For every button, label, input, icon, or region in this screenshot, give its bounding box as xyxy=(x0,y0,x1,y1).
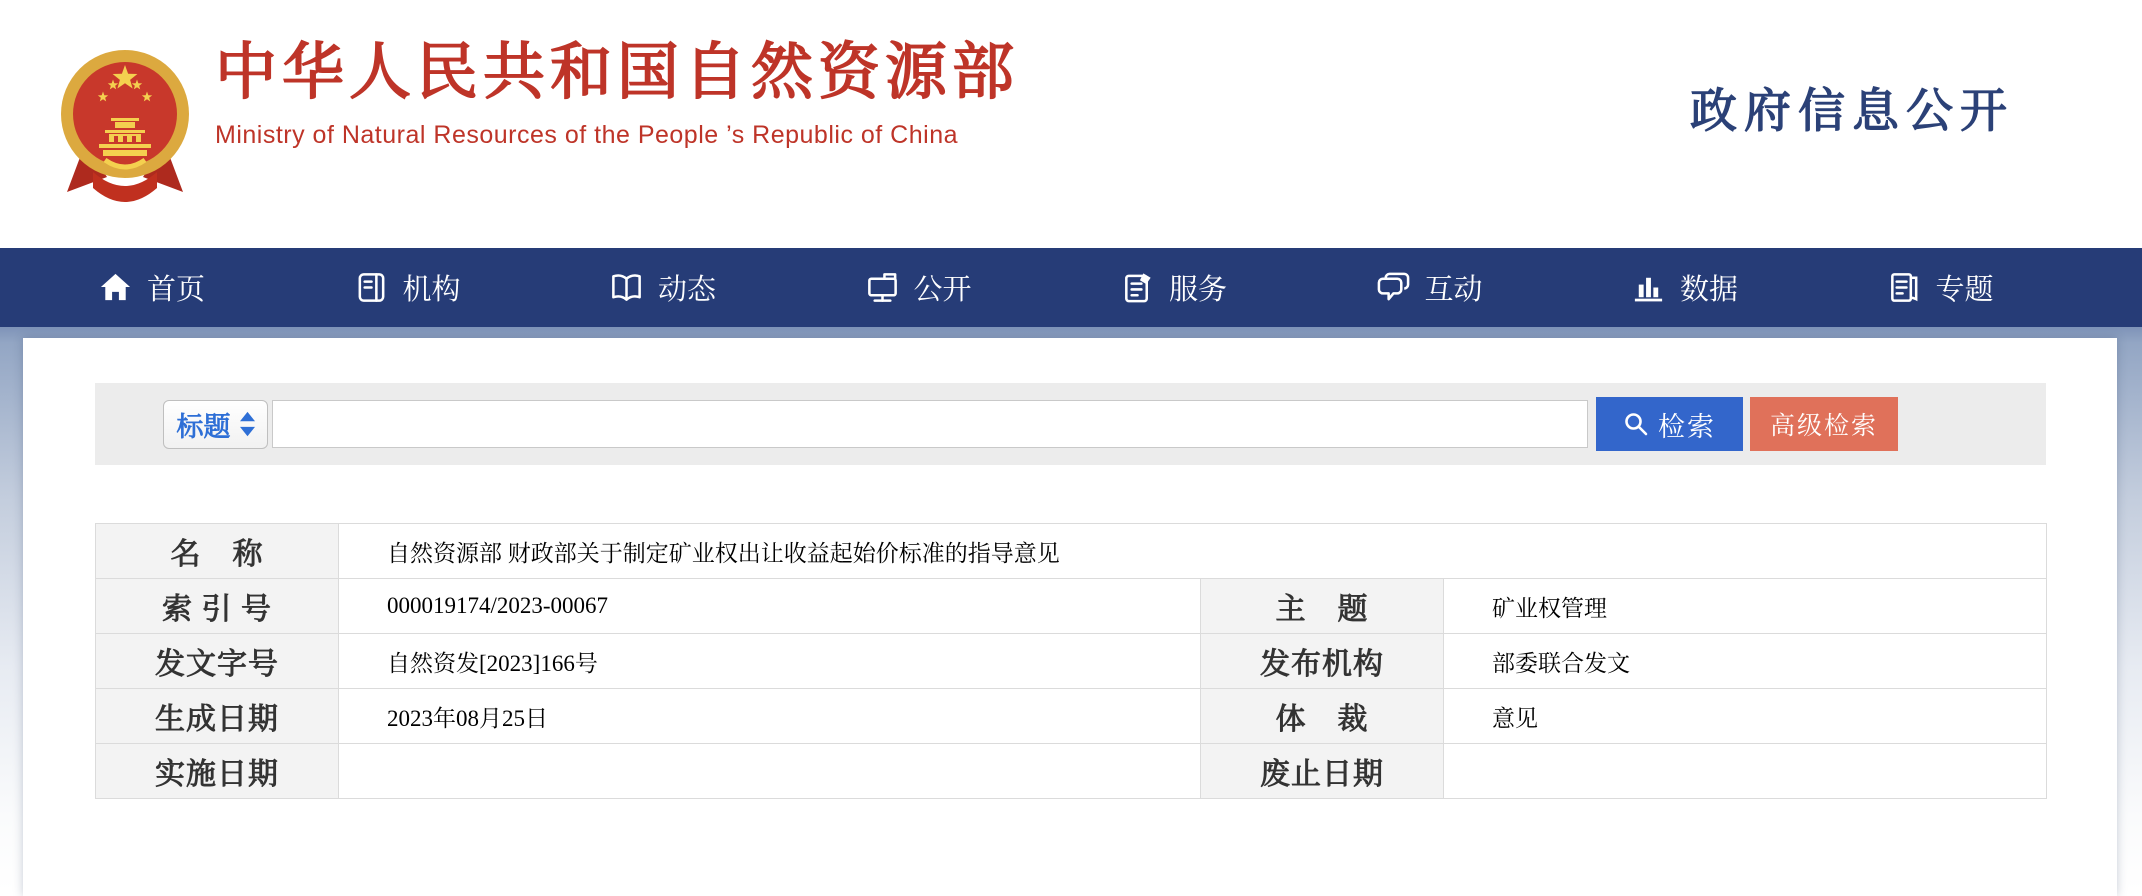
site-title: 中华人民共和国自然资源部 xyxy=(215,38,1020,107)
national-emblem-icon xyxy=(55,34,195,216)
field-value-repeal-date xyxy=(1444,744,2047,799)
nav-item-interaction[interactable]: 互动 xyxy=(1376,267,1632,308)
nav-item-topics[interactable]: 专题 xyxy=(1887,267,2142,308)
search-bar xyxy=(95,383,2046,465)
home-icon xyxy=(98,270,133,305)
site-subtitle: Ministry of Natural Resources of the People ’s Republic of China xyxy=(215,121,958,150)
field-label-publisher: 发布机构 xyxy=(1201,634,1444,689)
page-background xyxy=(0,327,2142,896)
table-row xyxy=(96,744,2047,799)
organization-icon xyxy=(354,270,389,305)
field-value-create-date: 2023年08月25日 xyxy=(339,689,1201,744)
field-value-topic: 矿业权管理 xyxy=(1444,579,2047,634)
search-field-selector-value: 标题 xyxy=(176,411,231,442)
main-nav xyxy=(0,248,2142,327)
field-value-genre: 意见 xyxy=(1444,689,2047,744)
field-label-genre: 体 裁 xyxy=(1201,689,1444,744)
site-header xyxy=(0,0,2142,248)
advanced-search-button[interactable]: 高级检索 xyxy=(1750,397,1898,451)
field-value-doc-number: 自然资发[2023]166号 xyxy=(339,634,1201,689)
news-icon xyxy=(609,270,644,305)
disclosure-icon xyxy=(865,270,900,305)
field-value-effective-date xyxy=(339,744,1201,799)
field-label-create-date: 生成日期 xyxy=(96,689,339,744)
field-label-repeal-date: 废止日期 xyxy=(1201,744,1444,799)
table-row xyxy=(96,524,2047,579)
field-value-publisher: 部委联合发文 xyxy=(1444,634,2047,689)
field-label-doc-number: 发文字号 xyxy=(96,634,339,689)
table-row xyxy=(96,579,2047,634)
topics-icon xyxy=(1887,270,1922,305)
sort-arrows-icon xyxy=(240,411,255,437)
interaction-icon xyxy=(1376,270,1411,305)
search-field-selector[interactable] xyxy=(163,400,268,449)
field-label-effective-date: 实施日期 xyxy=(96,744,339,799)
document-info-table xyxy=(95,523,2047,799)
field-value-name: 自然资源部 财政部关于制定矿业权出让收益起始价标准的指导意见 xyxy=(339,524,2047,579)
nav-item-news[interactable]: 动态 xyxy=(609,267,865,308)
content-panel xyxy=(23,338,2117,896)
service-icon xyxy=(1120,270,1155,305)
field-value-index-no: 000019174/2023-00067 xyxy=(339,579,1201,634)
nav-item-home[interactable]: 首页 xyxy=(98,267,354,308)
nav-item-service[interactable]: 服务 xyxy=(1120,267,1376,308)
field-label-name: 名 称 xyxy=(96,524,339,579)
search-button[interactable]: 检索 xyxy=(1596,397,1743,451)
gov-info-disclosure-title[interactable]: 政府信息公开 xyxy=(1690,86,2014,138)
field-label-topic: 主 题 xyxy=(1201,579,1444,634)
nav-item-data[interactable]: 数据 xyxy=(1631,267,1887,308)
nav-item-organization[interactable]: 机构 xyxy=(354,267,610,308)
search-input[interactable] xyxy=(272,400,1588,448)
search-icon xyxy=(1623,411,1649,437)
table-row xyxy=(96,689,2047,744)
data-icon xyxy=(1631,270,1666,305)
nav-item-disclosure[interactable]: 公开 xyxy=(865,267,1121,308)
field-label-index-no: 索 引 号 xyxy=(96,579,339,634)
site-title-block xyxy=(215,40,1019,150)
table-row xyxy=(96,634,2047,689)
